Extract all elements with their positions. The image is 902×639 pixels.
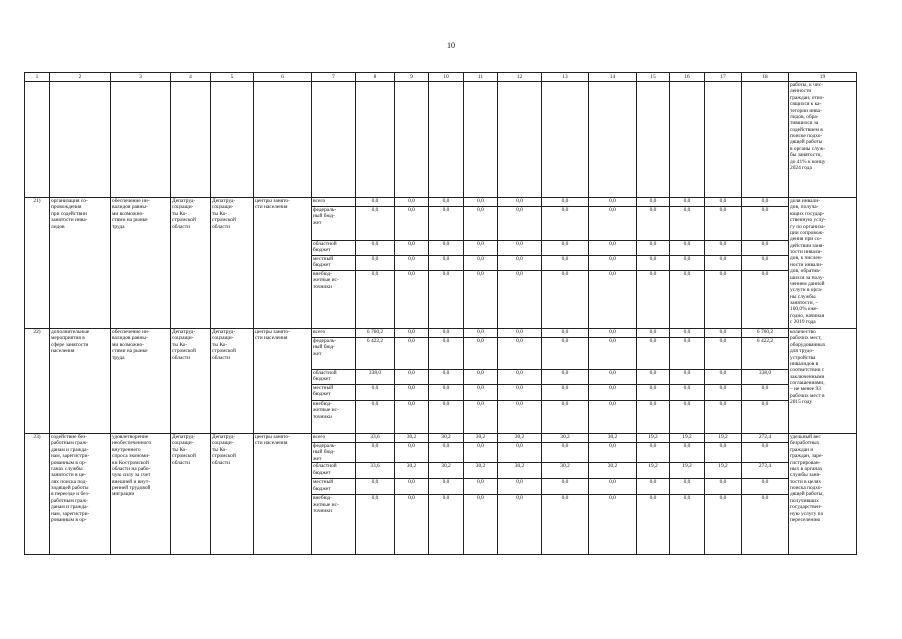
value-cell: 0,0 [429, 495, 464, 555]
value-cell: 0,0 [637, 495, 670, 555]
value-cell: 0,0 [705, 385, 742, 401]
value-cell: 0,0 [637, 401, 670, 434]
value-cell: 0,0 [498, 271, 542, 329]
empty-cell [670, 82, 705, 198]
table-row [25, 198, 857, 207]
value-cell: 0,0 [705, 443, 742, 463]
value-cell: 0,0 [705, 329, 742, 338]
value-cell: 0,0 [542, 495, 589, 555]
value-cell: 0,0 [542, 207, 589, 241]
column-header: 4 [171, 73, 211, 82]
value-cell: 0,0 [670, 385, 705, 401]
value-cell: 0,0 [356, 495, 395, 555]
value-cell: 0,0 [670, 495, 705, 555]
value-cell: 0,0 [670, 329, 705, 338]
value-cell: 30,2 [498, 434, 542, 443]
value-cell: 0,0 [589, 479, 637, 495]
value-cell: 30,2 [429, 434, 464, 443]
funding-source: местный бюджет [312, 256, 356, 271]
value-cell: 0,0 [542, 401, 589, 434]
value-cell: 0,0 [742, 479, 789, 495]
column-header: 5 [211, 73, 254, 82]
coexecutor: Депатруд- соцзащи- ты Ко- стромской области [211, 329, 254, 434]
value-cell: 0,0 [356, 401, 395, 434]
empty-cell [542, 82, 589, 198]
value-cell: 0,0 [356, 479, 395, 495]
empty-cell [312, 82, 356, 198]
executor: Депатруд- соцзащи- ты Ко- стромской области [171, 329, 211, 434]
value-cell: 0,0 [542, 271, 589, 329]
empty-cell [25, 82, 50, 198]
item-number: 22) [25, 329, 50, 434]
continuation-row [25, 82, 857, 198]
column-header: 11 [464, 73, 498, 82]
value-cell: 272,4 [742, 463, 789, 479]
value-cell: 6 422,2 [356, 338, 395, 370]
value-cell: 0,0 [670, 271, 705, 329]
value-cell: 0,0 [498, 256, 542, 271]
value-cell: 0,0 [670, 338, 705, 370]
value-cell: 0,0 [395, 241, 429, 256]
value-cell: 0,0 [542, 198, 589, 207]
value-cell: 0,0 [429, 241, 464, 256]
value-cell: 0,0 [705, 370, 742, 385]
value-cell: 0,0 [498, 479, 542, 495]
value-cell: 30,2 [542, 463, 589, 479]
value-cell: 0,0 [589, 207, 637, 241]
value-cell: 0,0 [356, 241, 395, 256]
value-cell: 0,0 [589, 338, 637, 370]
value-cell: 0,0 [429, 329, 464, 338]
value-cell: 0,0 [464, 370, 498, 385]
funding-source: местный бюджет [312, 479, 356, 495]
value-cell: 0,0 [429, 256, 464, 271]
value-cell: 0,0 [498, 338, 542, 370]
value-cell: 0,0 [356, 271, 395, 329]
value-cell: 0,0 [742, 271, 789, 329]
funding-source: внебюд- жетные ис- точники [312, 271, 356, 329]
value-cell: 0,0 [589, 495, 637, 555]
table-body [25, 73, 857, 555]
value-cell: 0,0 [395, 385, 429, 401]
value-cell: 0,0 [395, 256, 429, 271]
value-cell: 0,0 [589, 370, 637, 385]
header-row [25, 73, 857, 82]
value-cell: 0,0 [542, 385, 589, 401]
value-cell: 0,0 [395, 479, 429, 495]
value-cell: 19,2 [637, 463, 670, 479]
empty-cell [429, 82, 464, 198]
budget-table [24, 72, 857, 555]
value-cell: 0,0 [498, 495, 542, 555]
value-cell: 0,0 [356, 207, 395, 241]
value-cell: 19,2 [670, 463, 705, 479]
coexecutor: Депатруд- соцзащи- ты Ко- стромской области [211, 198, 254, 329]
empty-cell [742, 82, 789, 198]
value-cell: 0,0 [670, 256, 705, 271]
value-cell: 0,0 [589, 401, 637, 434]
value-cell: 0,0 [395, 370, 429, 385]
value-cell: 0,0 [589, 443, 637, 463]
value-cell: 0,0 [395, 207, 429, 241]
value-cell: 0,0 [395, 401, 429, 434]
value-cell: 30,2 [464, 434, 498, 443]
participants: центры занято- сти населения [254, 198, 312, 329]
value-cell: 0,0 [429, 385, 464, 401]
value-cell: 0,0 [429, 479, 464, 495]
value-cell: 0,0 [589, 256, 637, 271]
participants: центры занято- сти населения [254, 434, 312, 555]
value-cell: 0,0 [705, 241, 742, 256]
table-row [25, 434, 857, 443]
value-cell: 19,2 [670, 434, 705, 443]
column-header: 8 [356, 73, 395, 82]
value-cell: 0,0 [464, 329, 498, 338]
column-header: 9 [395, 73, 429, 82]
value-cell: 0,0 [356, 443, 395, 463]
value-cell: 0,0 [637, 443, 670, 463]
funding-source: местный бюджет [312, 385, 356, 401]
funding-source: всего [312, 198, 356, 207]
value-cell: 0,0 [637, 370, 670, 385]
value-cell: 0,0 [542, 443, 589, 463]
value-cell: 30,2 [395, 463, 429, 479]
empty-cell [211, 82, 254, 198]
value-cell: 0,0 [464, 241, 498, 256]
value-cell: 0,0 [742, 241, 789, 256]
value-cell: 0,0 [542, 329, 589, 338]
value-cell: 0,0 [395, 329, 429, 338]
value-cell: 30,2 [464, 463, 498, 479]
value-cell: 0,0 [464, 256, 498, 271]
value-cell: 0,0 [542, 241, 589, 256]
value-cell: 0,0 [705, 401, 742, 434]
value-cell: 272,4 [742, 434, 789, 443]
empty-cell [356, 82, 395, 198]
value-cell: 0,0 [589, 241, 637, 256]
value-cell: 0,0 [542, 479, 589, 495]
value-cell: 0,0 [742, 401, 789, 434]
value-cell: 30,2 [429, 463, 464, 479]
column-header: 7 [312, 73, 356, 82]
page-number: 10 [447, 41, 455, 50]
value-cell: 338,0 [356, 370, 395, 385]
value-cell: 0,0 [637, 329, 670, 338]
value-cell: 0,0 [670, 241, 705, 256]
activity-name: организация со- провождения при содействии занятости инва- лидов [50, 198, 111, 329]
value-cell: 19,2 [637, 434, 670, 443]
funding-source: всего [312, 434, 356, 443]
value-cell: 0,0 [705, 271, 742, 329]
activity-goal: обеспечение ин- валидов равны- ми возможно- стями на рынке труда [111, 198, 171, 329]
value-cell: 33,6 [356, 434, 395, 443]
value-cell: 0,0 [742, 495, 789, 555]
value-cell: 0,0 [670, 401, 705, 434]
funding-source: областной бюджет [312, 463, 356, 479]
value-cell: 30,2 [395, 434, 429, 443]
column-header: 16 [670, 73, 705, 82]
value-cell: 30,2 [589, 463, 637, 479]
value-cell: 0,0 [498, 401, 542, 434]
value-cell: 0,0 [464, 401, 498, 434]
column-header: 18 [742, 73, 789, 82]
value-cell: 0,0 [464, 198, 498, 207]
coexecutor: Депатруд- соцзащи- ты Ко- стромской области [211, 434, 254, 555]
value-cell: 0,0 [637, 256, 670, 271]
value-cell: 0,0 [705, 479, 742, 495]
value-cell: 0,0 [395, 271, 429, 329]
value-cell: 0,0 [705, 207, 742, 241]
value-cell: 33,6 [356, 463, 395, 479]
indicator-cell: работы, к чис- ленности граждан, отно- сящихся к ка- тегории инва- лидов, обра- тившихся за содействием в поиске подхо- дящей работы в органы служ- бы занятости, до 41% к концу 2024 года [789, 82, 857, 198]
column-header: 15 [637, 73, 670, 82]
value-cell: 0,0 [498, 207, 542, 241]
empty-cell [50, 82, 111, 198]
value-cell: 0,0 [742, 207, 789, 241]
value-cell: 0,0 [542, 338, 589, 370]
value-cell: 0,0 [356, 256, 395, 271]
value-cell: 0,0 [429, 443, 464, 463]
value-cell: 0,0 [637, 271, 670, 329]
value-cell: 6 760,2 [356, 329, 395, 338]
value-cell: 0,0 [670, 370, 705, 385]
column-header: 13 [542, 73, 589, 82]
value-cell: 0,0 [589, 198, 637, 207]
activity-goal: удовлетворение необеспеченного внутреннего спроса экономи- ки Костромской области на рабо- чую силу за счет внешней и внут- ренней трудовой миграции [111, 434, 171, 555]
item-number: 21) [25, 198, 50, 329]
value-cell: 0,0 [429, 198, 464, 207]
item-number: 23) [25, 434, 50, 555]
value-cell: 0,0 [429, 401, 464, 434]
value-cell: 0,0 [498, 370, 542, 385]
value-cell: 0,0 [670, 443, 705, 463]
value-cell: 0,0 [429, 370, 464, 385]
value-cell: 0,0 [395, 198, 429, 207]
value-cell: 0,0 [464, 443, 498, 463]
indicator-cell: доля инвали- дов, получа- ющих государ- ственную услу- гу по организа- ции сопровож- дения при со- действии заня- тости инвали- дов, к числен- ности инвали- дов, обратив- шихся за полу- чением данной услуги в орга- ны службы занятости, – 100,0% еже- годно, начиная с 2019 года [789, 198, 857, 329]
empty-cell [254, 82, 312, 198]
column-header: 12 [498, 73, 542, 82]
value-cell: 0,0 [464, 207, 498, 241]
value-cell: 0,0 [429, 207, 464, 241]
column-header: 1 [25, 73, 50, 82]
value-cell: 0,0 [589, 385, 637, 401]
empty-cell [589, 82, 637, 198]
value-cell: 0,0 [498, 198, 542, 207]
value-cell: 0,0 [464, 479, 498, 495]
value-cell: 30,2 [542, 434, 589, 443]
value-cell: 0,0 [742, 443, 789, 463]
value-cell: 0,0 [670, 198, 705, 207]
value-cell: 0,0 [589, 271, 637, 329]
empty-cell [464, 82, 498, 198]
value-cell: 6 422,2 [742, 338, 789, 370]
funding-source: федераль- ный бюд- жет [312, 443, 356, 463]
value-cell: 0,0 [705, 495, 742, 555]
empty-cell [395, 82, 429, 198]
value-cell: 0,0 [637, 241, 670, 256]
column-header: 6 [254, 73, 312, 82]
value-cell: 0,0 [742, 256, 789, 271]
funding-source: внебюд- жетные ис- точники [312, 401, 356, 434]
value-cell: 0,0 [637, 198, 670, 207]
activity-name: дополнительные мероприятия в сфере занятости населения [50, 329, 111, 434]
column-header: 14 [589, 73, 637, 82]
empty-cell [705, 82, 742, 198]
participants: центры занято- сти населения [254, 329, 312, 434]
executor: Депатруд- соцзащи- ты Ко- стромской области [171, 434, 211, 555]
empty-cell [637, 82, 670, 198]
empty-cell [498, 82, 542, 198]
value-cell: 0,0 [429, 271, 464, 329]
column-header: 2 [50, 73, 111, 82]
funding-source: внебюд- жетные ис- точники [312, 495, 356, 555]
value-cell: 0,0 [395, 338, 429, 370]
value-cell: 30,2 [498, 463, 542, 479]
value-cell: 0,0 [498, 329, 542, 338]
value-cell: 0,0 [542, 256, 589, 271]
value-cell: 0,0 [395, 495, 429, 555]
empty-cell [111, 82, 171, 198]
column-header: 3 [111, 73, 171, 82]
value-cell: 0,0 [429, 338, 464, 370]
funding-source: федераль- ный бюд- жет [312, 207, 356, 241]
value-cell: 338,0 [742, 370, 789, 385]
value-cell: 0,0 [742, 198, 789, 207]
value-cell: 0,0 [705, 256, 742, 271]
funding-source: всего [312, 329, 356, 338]
column-header: 17 [705, 73, 742, 82]
value-cell: 30,2 [589, 434, 637, 443]
value-cell: 0,0 [637, 479, 670, 495]
indicator-cell: количество рабочих мест, оборудованных для трудо- устройства инвалидов в соответствии с заключенными соглашениями, – не менее 93 рабочих мест в 2015 году [789, 329, 857, 434]
funding-source: областной бюджет [312, 370, 356, 385]
funding-source: федераль- ный бюд- жет [312, 338, 356, 370]
executor: Депатруд- соцзащи- ты Ко- стромской области [171, 198, 211, 329]
value-cell: 0,0 [498, 385, 542, 401]
empty-cell [171, 82, 211, 198]
value-cell: 0,0 [670, 207, 705, 241]
value-cell: 0,0 [356, 385, 395, 401]
value-cell: 0,0 [498, 241, 542, 256]
column-header: 19 [789, 73, 857, 82]
value-cell: 0,0 [705, 198, 742, 207]
indicator-cell: удельный вес безработных граждан и граждан, заре- гистрирован- ных в органах службы заня- тости в целях поиска подхо- дящей работы, получивших государствен- ную услугу по переселению [789, 434, 857, 555]
activity-name: содействие без- работным граж- данам и гражда- нам, зарегистри- рованным в ор- ганах службы занятости в це- лях поиска под- ходящей работы в переезде и без- работным граж- данам и гражда- нам, зарегистри- рованным в ор- [50, 434, 111, 555]
value-cell: 0,0 [464, 338, 498, 370]
value-cell: 6 760,2 [742, 329, 789, 338]
value-cell: 0,0 [705, 338, 742, 370]
value-cell: 0,0 [637, 338, 670, 370]
value-cell: 0,0 [356, 198, 395, 207]
activity-goal: обеспечение ин- валидов равны- ми возможно- стями на рынке труда [111, 329, 171, 434]
value-cell: 0,0 [395, 443, 429, 463]
value-cell: 19,2 [705, 463, 742, 479]
value-cell: 0,0 [464, 271, 498, 329]
value-cell: 0,0 [464, 385, 498, 401]
table-row [25, 329, 857, 338]
value-cell: 0,0 [589, 329, 637, 338]
value-cell: 0,0 [464, 495, 498, 555]
value-cell: 0,0 [670, 479, 705, 495]
value-cell: 0,0 [637, 207, 670, 241]
column-header: 10 [429, 73, 464, 82]
value-cell: 0,0 [637, 385, 670, 401]
value-cell: 0,0 [498, 443, 542, 463]
value-cell: 0,0 [742, 385, 789, 401]
value-cell: 19,2 [705, 434, 742, 443]
value-cell: 0,0 [542, 370, 589, 385]
funding-source: областной бюджет [312, 241, 356, 256]
